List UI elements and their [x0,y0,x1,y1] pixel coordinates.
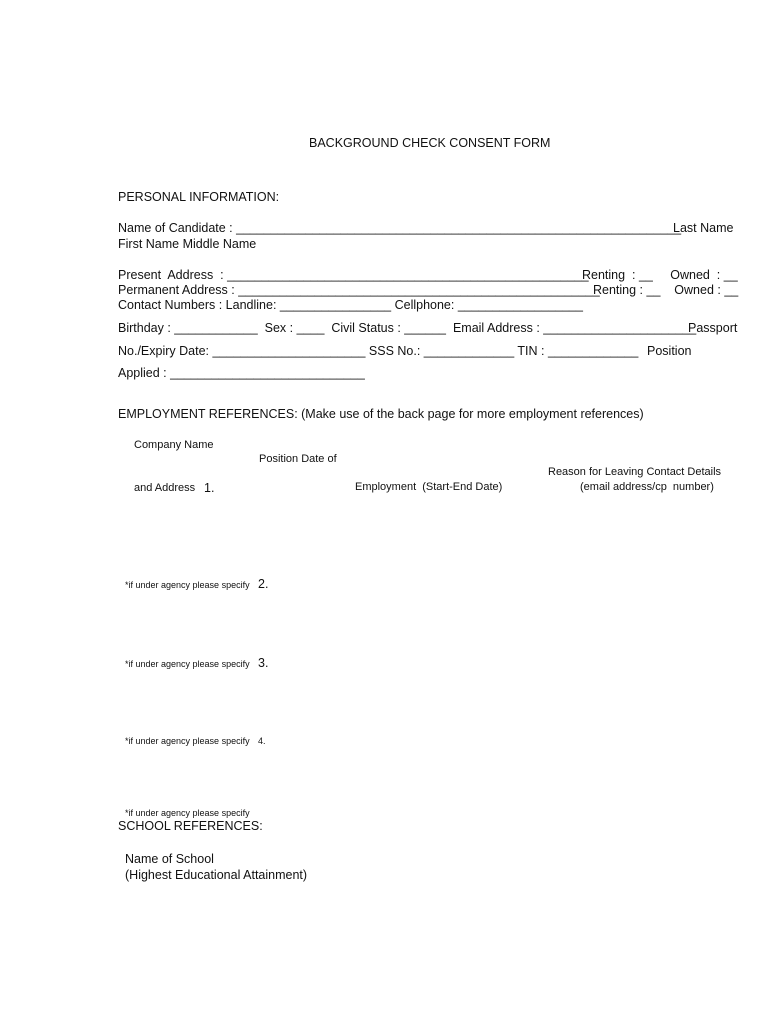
contact-numbers-field[interactable]: Contact Numbers : Landline: ________________ Cellphone: __________________ [118,298,583,312]
expiry-line-field[interactable]: No./Expiry Date: ______________________ SSS No.: _____________ TIN : _____________ [118,344,639,358]
highest-attainment-label: (Highest Educational Attainment) [125,868,308,882]
reference-number-2: 2. [258,577,269,591]
applied-field[interactable]: Applied : ____________________________ [118,366,365,380]
reference-number-4: 4. [258,736,266,746]
name-of-school-label: Name of School [125,852,214,866]
name-of-candidate-field[interactable]: Name of Candidate : ________________________________________________________________ [118,221,682,235]
employment-references-heading: EMPLOYMENT REFERENCES: (Make use of the back page for more employment references) [118,407,644,421]
position-label: Position [647,344,692,358]
agency-note-1: *if under agency please specify [125,580,250,590]
permanent-address-field[interactable]: Permanent Address : ____________________________________________________ [118,283,600,297]
col-employment-dates: Employment (Start-End Date) [355,481,503,493]
col-contact-details: (email address/cp number) [580,481,714,493]
birthday-line-field[interactable]: Birthday : ____________ Sex : ____ Civil Status : ______ Email Address : ______________________ [118,321,697,335]
col-position-date: Position Date of [259,453,337,465]
last-name-label: Last Name [673,221,734,235]
agency-note-2: *if under agency please specify [125,659,250,669]
reference-number-3: 3. [258,656,269,670]
first-middle-name-label: First Name Middle Name [118,237,257,251]
reference-number-1: 1. [204,481,215,495]
permanent-tenure-field[interactable]: Renting : __ Owned : __ [593,283,739,297]
present-tenure-field[interactable]: Renting : __ Owned : __ [582,268,738,282]
form-title: BACKGROUND CHECK CONSENT FORM [309,136,551,150]
col-company-name: Company Name [134,439,214,451]
col-reason-contact: Reason for Leaving Contact Details [548,466,722,478]
present-address-field[interactable]: Present Address : ____________________________________________________ [118,268,589,282]
personal-info-heading: PERSONAL INFORMATION: [118,190,280,204]
agency-note-4: *if under agency please specify [125,808,250,818]
passport-label: Passport [688,321,738,335]
agency-note-3: *if under agency please specify [125,736,250,746]
school-references-heading: SCHOOL REFERENCES: [118,819,263,833]
col-and-address: and Address [134,482,196,494]
